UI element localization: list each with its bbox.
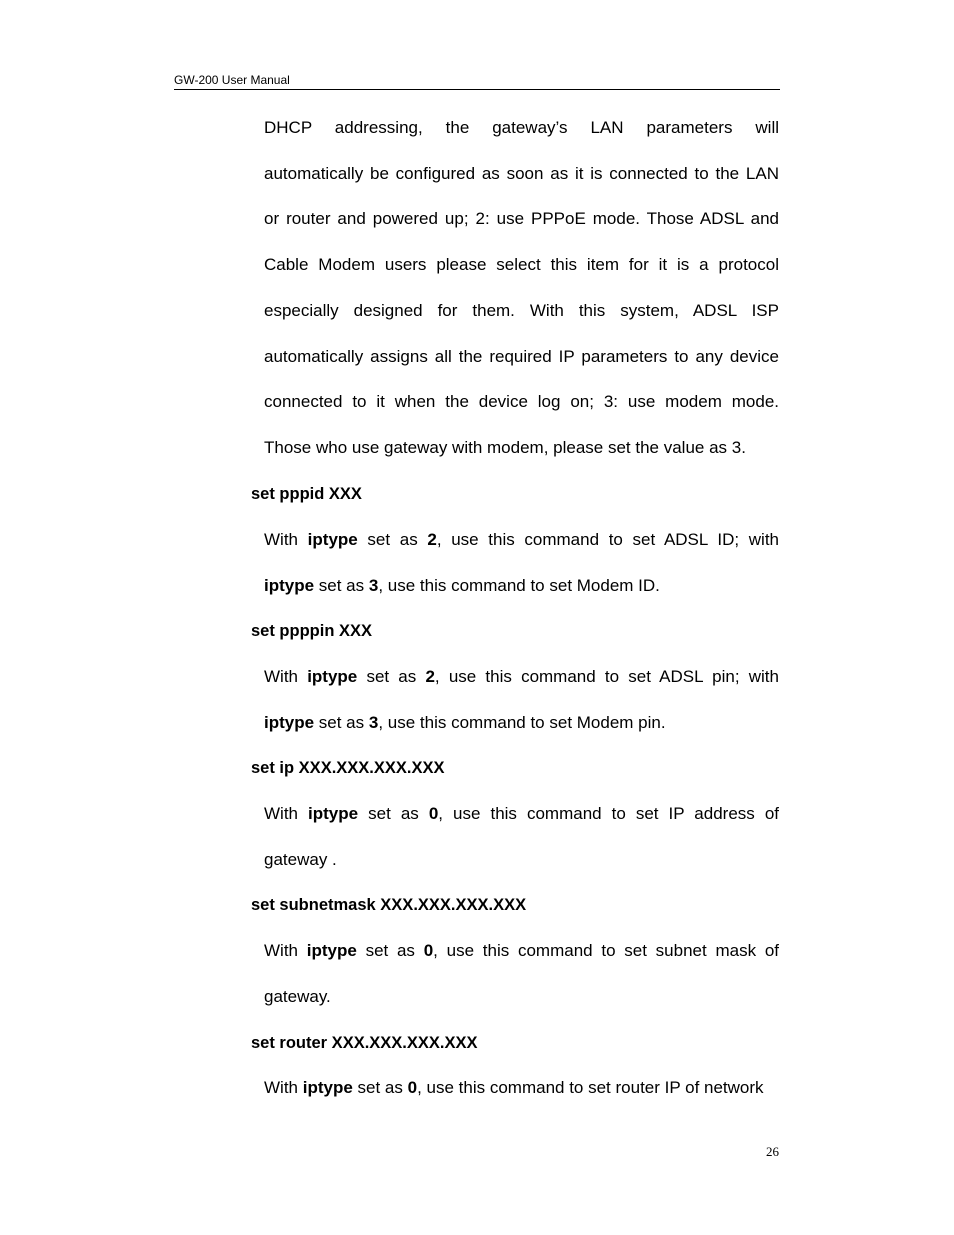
value: 3 <box>368 713 379 732</box>
keyword: iptype <box>264 713 315 732</box>
command-heading: set ppppin XXX <box>251 622 373 640</box>
intro-line: Cable Modem users please select this item for it is a protocol <box>264 255 779 274</box>
intro-line: DHCP addressing, the gateway’s LAN parameters will <box>264 118 779 137</box>
value: 3 <box>368 576 379 595</box>
intro-line: Those who use gateway with modem, please set the value as 3. <box>264 438 746 457</box>
value: 0 <box>407 1078 418 1097</box>
keyword: iptype <box>307 667 358 686</box>
description-line: gateway . <box>264 850 337 869</box>
keyword: iptype <box>306 941 357 960</box>
keyword: iptype <box>264 576 315 595</box>
header-title: GW-200 User Manual <box>174 73 290 87</box>
description-line: With iptype set as 0, use this command to set router IP of network <box>264 1078 764 1097</box>
intro-line: especially designed for them. With this system, ADSL ISP <box>264 301 779 320</box>
intro-line: automatically be configured as soon as it is connected to the LAN <box>264 164 779 183</box>
command-heading: set router XXX.XXX.XXX.XXX <box>251 1034 478 1052</box>
intro-line: automatically assigns all the required IP parameters to any device <box>264 347 779 366</box>
description-line: With iptype set as 2, use this command to set ADSL pin; with <box>264 667 779 686</box>
keyword: iptype <box>302 1078 353 1097</box>
command-heading: set pppid XXX <box>251 485 362 503</box>
keyword: iptype <box>308 804 359 823</box>
description-line: iptype set as 3, use this command to set Modem ID. <box>264 576 660 595</box>
description-line: gateway. <box>264 987 331 1006</box>
description-line: With iptype set as 0, use this command to set IP address of <box>264 804 779 823</box>
value: 2 <box>427 530 437 549</box>
value: 0 <box>423 941 434 960</box>
description-line: With iptype set as 2, use this command to set ADSL ID; with <box>264 530 779 549</box>
intro-line: or router and powered up; 2: use PPPoE mode. Those ADSL and <box>264 209 779 228</box>
intro-line: connected to it when the device log on; 3: use modem mode. <box>264 392 779 411</box>
page-number: 26 <box>766 1144 779 1159</box>
command-heading: set subnetmask XXX.XXX.XXX.XXX <box>251 896 527 914</box>
running-header <box>174 72 780 90</box>
description-line: With iptype set as 0, use this command to set subnet mask of <box>264 941 779 960</box>
value: 2 <box>425 667 435 686</box>
keyword: iptype <box>307 530 358 549</box>
description-line: iptype set as 3, use this command to set Modem pin. <box>264 713 666 732</box>
command-heading: set ip XXX.XXX.XXX.XXX <box>251 759 445 777</box>
value: 0 <box>428 804 439 823</box>
